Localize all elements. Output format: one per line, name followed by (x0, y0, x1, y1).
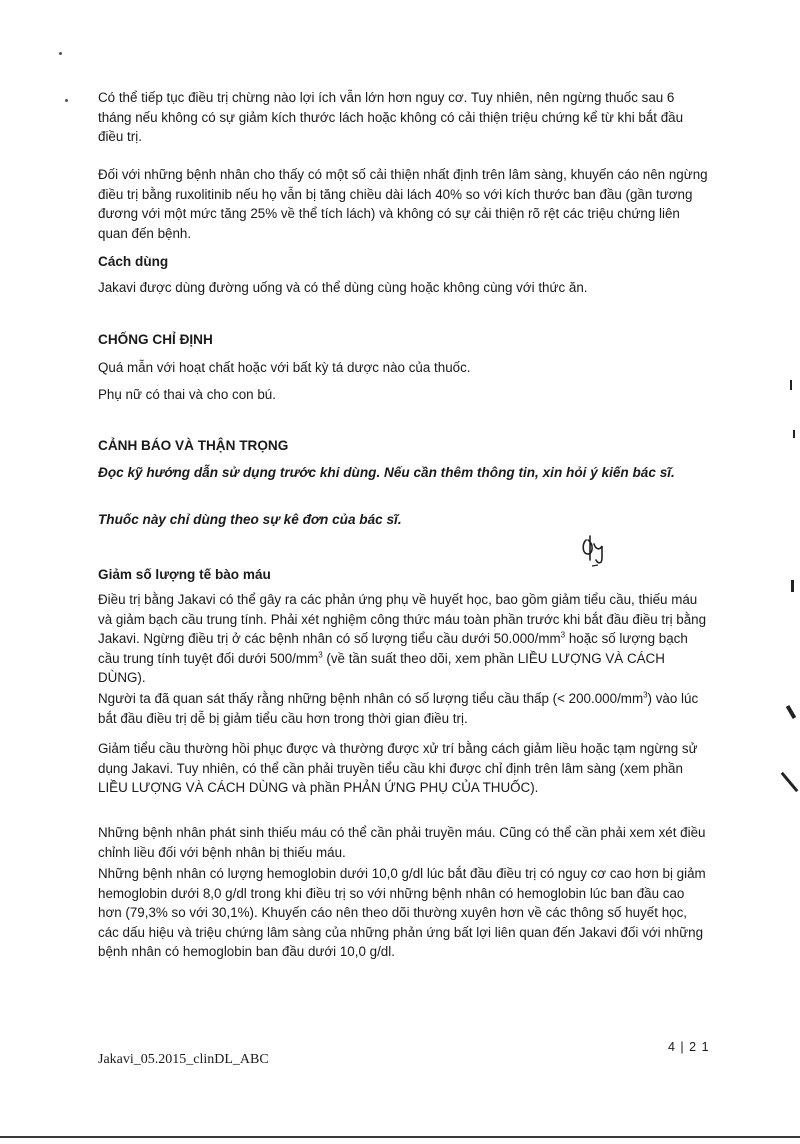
paragraph-anemia: Những bệnh nhân phát sinh thiếu máu có thể cần phải truyền máu. Cũng có thể cần phải xem xét điều chỉnh liều đối với bệnh nhân bị thiếu máu. (98, 825, 706, 860)
paragraph-discontinue-criteria: Đối với những bệnh nhân cho thấy có một số cải thiện nhất định trên lâm sàng, khuyến cáo nên ngừng điều trị bằng ruxolitinib nếu họ vẫn bị tăng chiều dài lách 40% so với kích thước ban đầu (gần tương đương với một mức tăng 25% về thể tích lách) và không có sự cải thiện rõ rệt các triệu chứng liên quan đến bệnh. (98, 167, 708, 241)
paragraph-low-platelets: Người ta đã quan sát thấy rằng những bệnh nhân có số lượng tiểu cầu thấp (< $200.000/mm^3$) vào lúc bắt đầu điều trị dễ bị giảm tiểu cầu hơn trong thời gian điều trị. (98, 690, 699, 726)
warning-read-instructions: Đọc kỹ hướng dẫn sử dụng trước khi dùng. Nếu cần thêm thông tin, xin hỏi ý kiến bác sĩ. (98, 465, 675, 480)
handwritten-initials (580, 530, 614, 570)
heading-canh-bao: CẢNH BÁO VÀ THẬN TRỌNG (98, 438, 289, 453)
paragraph-thrombocytopenia-management: Giảm tiểu cầu thường hồi phục được và thường được xử trí bằng cách giảm liều hoặc tạm ngừng sử dụng Jakavi. Tuy nhiên, có thể cần phải truyền tiểu cầu khi được chỉ định trên lâm sàng (xem phần LIỀU LƯỢNG VÀ CÁCH DÙNG và phần PHẢN ỨNG PHỤ CỦA THUỐC). (98, 741, 698, 795)
heading-cach-dung: Cách dùng (98, 254, 169, 269)
scan-edge-mark (790, 380, 792, 390)
heading-giam-te-bao-mau: Giảm số lượng tế bào máu (98, 567, 271, 582)
document-id: Jakavi_05.2015_clinDL_ABC (98, 1052, 269, 1067)
paragraph-blood-cell-effects: Điều trị bằng Jakavi có thể gây ra các phản ứng phụ về huyết học, bao gồm giảm tiểu cầu, thiếu máu và giảm bạch cầu trung tính. Phải xét nghiệm công thức máu toàn phần trước khi bắt đầu điều trị bằng Jakavi. Ngừng điều trị ở các bệnh nhân có số lượng tiểu cầu dưới $50.000/mm^3$ hoặc số lượng bạch cầu trung tính tuyệt đối dưới $500/mm^3$ (về tần suất theo dõi, xem phần LIỀU LƯỢNG VÀ CÁCH DÙNG). (98, 592, 707, 685)
scan-edge-mark (793, 430, 795, 438)
scan-edge-mark (781, 772, 799, 792)
scan-edge-mark (786, 705, 796, 719)
heading-chong-chi-dinh: CHỐNG CHỈ ĐỊNH (98, 332, 213, 347)
contraindication-line-1: Quá mẫn với hoạt chất hoặc với bất kỳ tá dược nào của thuốc. (98, 360, 471, 375)
warning-prescription-only: Thuốc này chỉ dùng theo sự kê đơn của bác sĩ. (98, 512, 402, 527)
paragraph-hemoglobin: Những bệnh nhân có lượng hemoglobin dưới 10,0 g/dl lúc bắt đầu điều trị có nguy cơ cao hơn bị giảm hemoglobin dưới 8,0 g/dl trong khi điều trị so với những bệnh nhân có hemoglobin lúc ban đầu cao hơn (79,3% so với 30,1%). Khuyến cáo nên theo dõi thường xuyên hơn về các thông số huyết học, các dấu hiệu và triệu chứng lâm sàng của những phản ứng bất lợi liên quan đến Jakavi đối với những bệnh nhân có hemoglobin ban đầu dưới 10,0 g/dl. (98, 866, 706, 959)
scan-edge-mark (791, 580, 794, 592)
scan-speck (59, 52, 62, 55)
contraindication-line-2: Phụ nữ có thai và cho con bú. (98, 387, 276, 402)
paragraph-cach-dung: Jakavi được dùng đường uống và có thể dùng cùng hoặc không cùng với thức ăn. (98, 280, 588, 295)
page-number: 4 | 2 1 (668, 1040, 710, 1054)
paragraph-continue-treatment: Có thể tiếp tục điều trị chừng nào lợi ích vẫn lớn hơn nguy cơ. Tuy nhiên, nên ngừng thuốc sau 6 tháng nếu không có sự giảm kích thước lách hoặc không có cải thiện triệu chứng kể từ khi bắt đầu điều trị. (98, 90, 684, 144)
bottom-rule (0, 1136, 800, 1138)
scan-speck (65, 99, 68, 102)
